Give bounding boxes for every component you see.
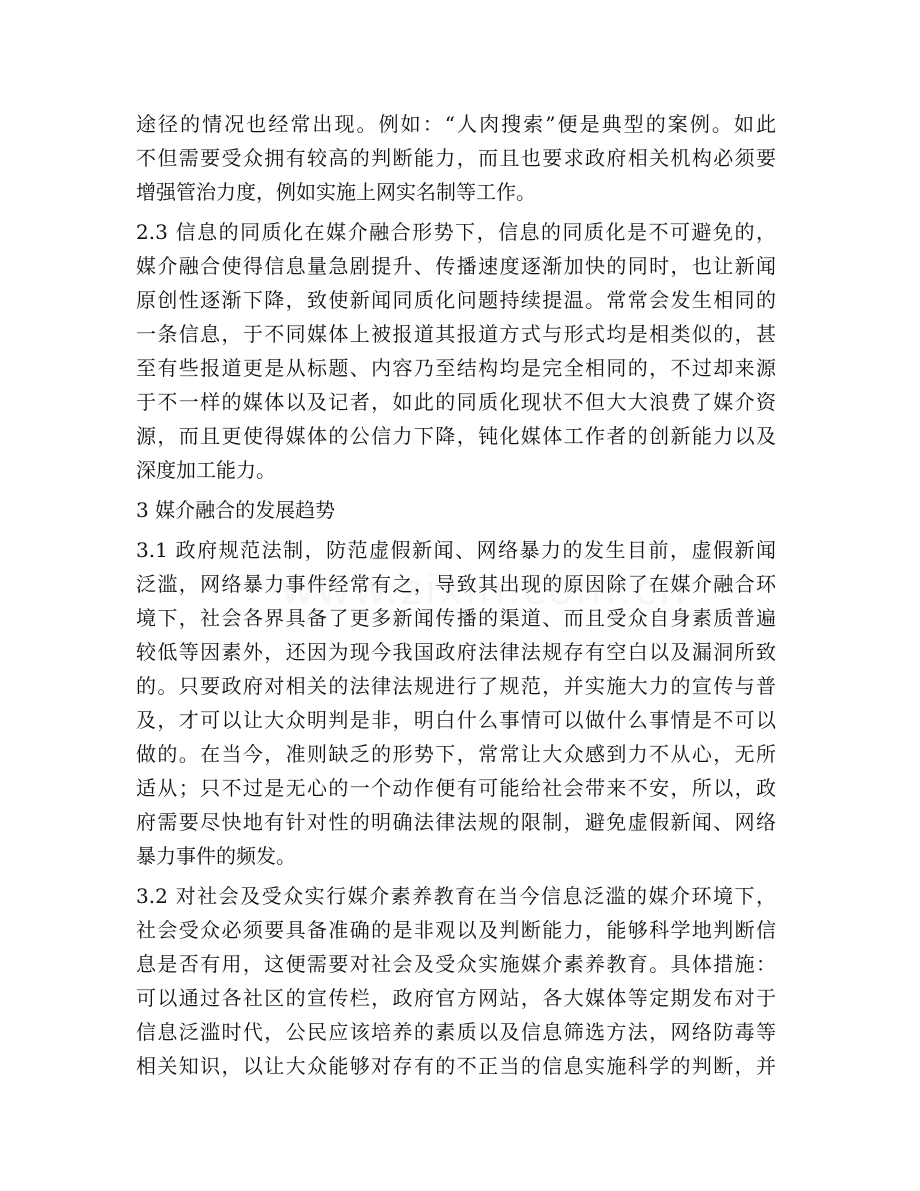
text-line: 深度加工能力。 [136, 458, 276, 482]
text-line: 泛滥，网络暴力事件经常有之，导致其出现的原因除了在媒介融合环 [136, 572, 776, 596]
text-line: 相关知识，以让大众能够对存有的不正当的信息实施科学的判断，并 [136, 1054, 776, 1078]
text-line: 于不一样的媒体以及记者，如此的同质化现状不但大大浪费了媒介资 [136, 390, 776, 414]
text-line: 可以通过各社区的宣传栏，政府官方网站，各大媒体等定期发布对于 [136, 986, 776, 1010]
text-line: 的。只要政府对相关的法律法规进行了规范，并实施大力的宣传与普 [136, 674, 776, 698]
text-line: 信息泛滥时代，公民应该培养的素质以及信息筛选方法，网络防毒等 [136, 1020, 776, 1044]
text-line: 较低等因素外，还因为现今我国政府法律法规存有空白以及漏洞所致 [136, 640, 776, 664]
text-line: 息是否有用，这便需要对社会及受众实施媒介素养教育。具体措施： [136, 952, 776, 976]
text-line: 媒介融合使得信息量急剧提升、传播速度逐渐加快的同时，也让新闻 [136, 254, 776, 278]
text-line: 社会受众必须要具备准确的是非观以及判断能力，能够科学地判断信 [136, 918, 776, 942]
text-line: 府需要尽快地有针对性的明确法律法规的限制，避免虚假新闻、网络 [136, 810, 776, 834]
text-line: 做的。在当今，准则缺乏的形势下，常常让大众感到力不从心，无所 [136, 742, 776, 766]
text-line: 3.2 对社会及受众实行媒介素养教育在当今信息泛滥的媒介环境下， [136, 884, 776, 908]
section-heading: 3 媒介融合的发展趋势 [136, 498, 336, 522]
text-line: 3.1 政府规范法制，防范虚假新闻、网络暴力的发生目前，虚假新闻 [136, 538, 776, 562]
text-line: 途径的情况也经常出现。例如：“人肉搜索”便是典型的案例。如此 [136, 112, 776, 136]
text-line: 适从；只不过是无心的一个动作便有可能给社会带来不安，所以，政 [136, 776, 776, 800]
text-line: 境下，社会各界具备了更多新闻传播的渠道、而且受众自身素质普遍 [136, 606, 776, 630]
text-line: 不但需要受众拥有较高的判断能力，而且也要求政府相关机构必须要 [136, 146, 776, 170]
text-line: 及，才可以让大众明判是非，明白什么事情可以做什么事情是不可以 [136, 708, 776, 732]
text-line: 增强管治力度，例如实施上网实名制等工作。 [136, 180, 536, 204]
text-line: 暴力事件的频发。 [136, 844, 296, 868]
text-line: 一条信息，于不同媒体上被报道其报道方式与形式均是相类似的，甚 [136, 322, 776, 346]
text-line: 至有些报道更是从标题、内容乃至结构均是完全相同的，不过却来源 [136, 356, 776, 380]
text-line: 原创性逐渐下降，致使新闻同质化问题持续提温。常常会发生相同的 [136, 288, 776, 312]
text-line: 2.3 信息的同质化在媒介融合形势下，信息的同质化是不可避免的， [136, 220, 776, 244]
text-line: 源，而且更使得媒体的公信力下降，钝化媒体工作者的创新能力以及 [136, 424, 776, 448]
